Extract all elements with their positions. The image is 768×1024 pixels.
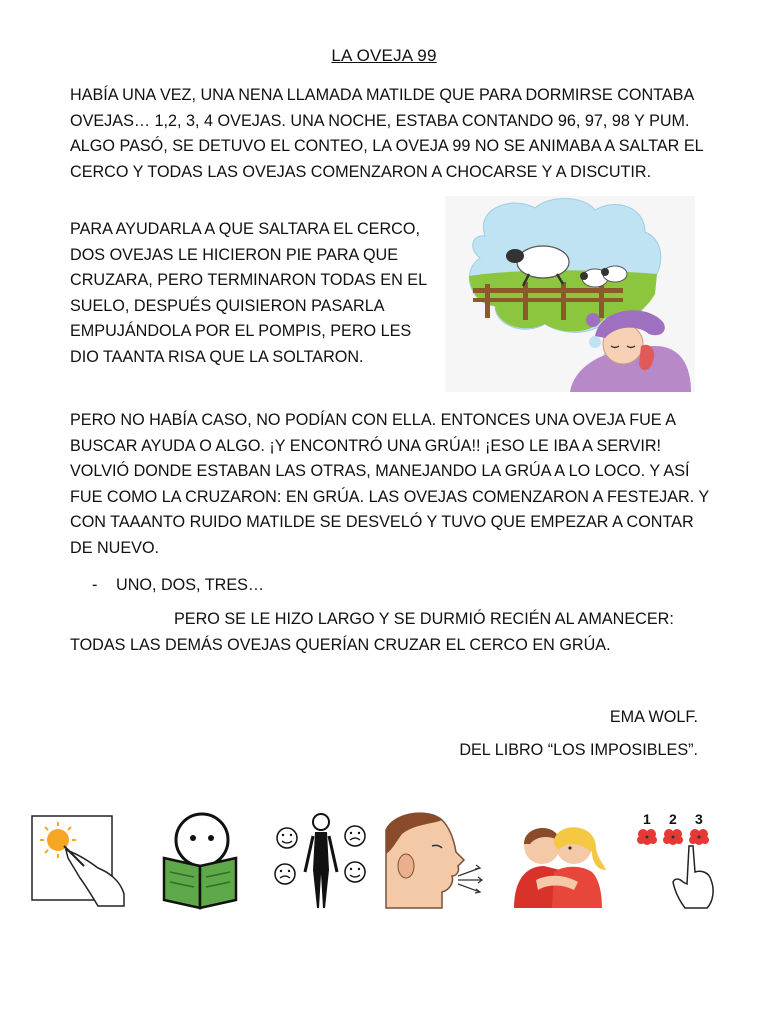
hug-icon: [508, 810, 608, 910]
blowing-face-icon: [384, 810, 484, 910]
finger-painting-sun-icon: [28, 810, 128, 910]
dialogue-line: [92, 576, 264, 595]
counting-flowers-icon: [623, 810, 723, 910]
author-name: EMA WOLF.: [609, 708, 698, 726]
dialogue-text: UNO, DOS, TRES…: [116, 576, 265, 594]
count-label-3: 3: [695, 811, 703, 827]
emotions-person-icon: [271, 810, 371, 910]
pictogram-strip: [28, 810, 738, 915]
reading-book-icon: [150, 810, 250, 910]
paragraph-2: PARA AYUDARLA A QUE SALTARA EL CERCO, DOS OVEJAS LE HICIERON PIE PARA QUE CRUZARA, PERO TERMINARON TODAS EN EL SUELO, DESPUÉS QUISIERON PASARLA EMPUJÁNDOLA POR EL POMPIS, PERO LES DIO TAANTA RISA QUE LA SOLTARON.: [70, 220, 427, 366]
dialogue-dash: -: [92, 576, 98, 594]
book-source: DEL LIBRO “LOS IMPOSIBLES”.: [459, 741, 698, 759]
girl-dreaming-of-sheep-icon: [445, 196, 695, 392]
paragraph-3: PERO NO HABÍA CASO, NO PODÍAN CON ELLA. ENTONCES UNA OVEJA FUE A BUSCAR AYUDA O ALGO. ¡Y ENCONTRÓ UNA GRÚA!! ¡ESO LE IBA A SERVIR! VOLVIÓ DONDE ESTABAN LAS OTRAS, MANEJANDO LA GRÚA A LO LOCO. Y ASÍ FUE COMO LA CRUZARON: EN GRÚA. LAS OVEJAS COMENZARON A FESTEJAR. Y CON TAAANTO RUIDO MATILDE SE DESVELÓ Y TUVO QUE EMPEZAR A CONTAR DE NUEVO.: [70, 411, 709, 557]
paragraph-4: PERO SE LE HIZO LARGO Y SE DURMIÓ RECIÉN AL AMANECER: TODAS LAS DEMÁS OVEJAS QUERÍAN CRUZAR EL CERCO EN GRÚA.: [70, 610, 674, 654]
count-label-2: 2: [669, 811, 677, 827]
paragraph-1: HABÍA UNA VEZ, UNA NENA LLAMADA MATILDE QUE PARA DORMIRSE CONTABA OVEJAS… 1,2, 3, 4 OVEJAS. UNA NOCHE, ESTABA CONTANDO 96, 97, 98 Y PUM. ALGO PASÓ, SE DETUVO EL CONTEO, LA OVEJA 99 NO SE ANIMABA A SALTAR EL CERCO Y TODAS LAS OVEJAS COMENZARON A CHOCARSE Y A DISCUTIR.: [70, 86, 704, 181]
count-label-1: 1: [643, 811, 651, 827]
document-title: LA OVEJA 99: [331, 46, 437, 65]
